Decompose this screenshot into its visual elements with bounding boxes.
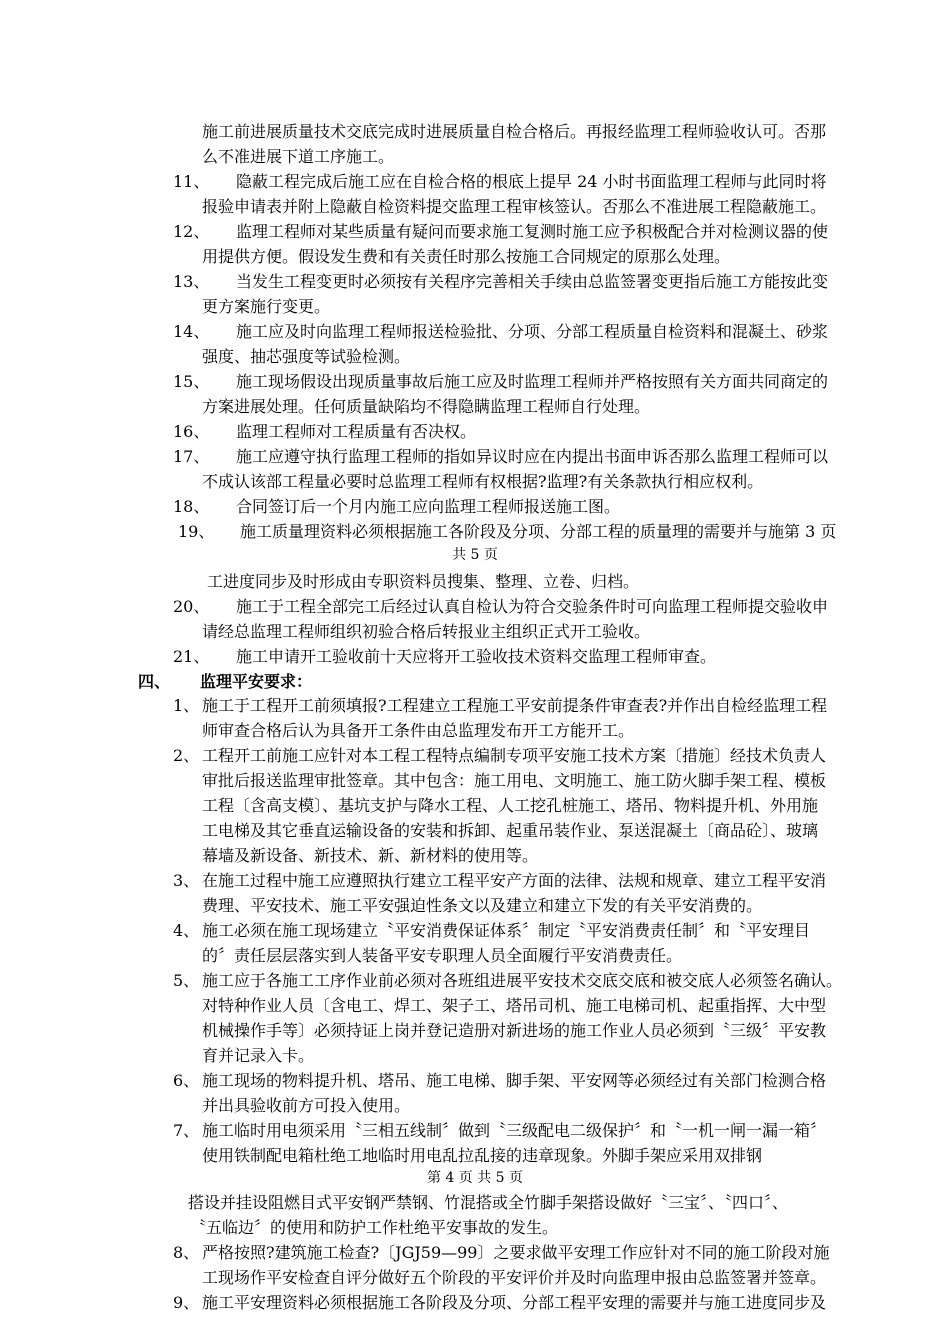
item-text: 施工应遵守执行监理工程师的指如异议时应在内提出书面申诉否那么监理工程师可以 [236,447,829,466]
continuation-text: 方案进展处理。任何质量缺陷均不得隐瞒监理工程师自行处理。 [202,397,651,416]
item-number: 2、 [173,746,200,765]
item-text: 施工于工程全部完工后经过认真自检认为符合交验条件时可向监理工程师提交验收申 [236,597,829,616]
continuation-text: 报验申请表并附上隐蔽自检资料提交监理工程审核签认。否那么不准进展工程隐蔽施工。 [202,197,827,216]
item-number: 13、 [173,272,210,291]
page-footer: 第 4 页 共 5 页 [426,1170,524,1186]
page-footer: 共 5 页 [452,547,498,563]
item-text: 施工质量理资料必须根据施工各阶段及分项、分部工程的质量理的需要并与施第 3 页 [240,522,837,541]
continuation-text: 费理、平安技术、施工平安强迫性条文以及建立和建立下发的有关平安消费的。 [202,896,763,915]
continuation-text: 请经总监理工程师组织初验合格后转报业主组织正式开工验收。 [202,622,651,641]
item-text: 隐蔽工程完成后施工应在自检合格的根底上提早 24 小时书面监理工程师与此同时将 [236,172,827,191]
item-text: 施工临时用电须采用〝三相五线制〞做到〝三级配电二级保护〞和〝一机一闸一漏一箱〞 [202,1121,827,1140]
continuation-text: 强度、抽芯强度等试验检测。 [202,347,411,366]
continuation-text: 育并记录入卡。 [202,1046,315,1065]
continuation-text: 审批后报送监理审批签章。其中包含：施工用电、文明施工、施工防火脚手架工程、模板 [202,771,827,790]
item-number: 11、 [173,172,210,191]
section-number: 四、 [138,672,171,691]
item-text: 施工现场假设出现质量事故后施工应及时监理工程师并严格按照有关方面共同商定的 [236,372,829,391]
item-text: 施工申请开工验收前十天应将开工验收技术资料交监理工程师审查。 [236,647,717,666]
item-number: 7、 [173,1121,200,1140]
item-number: 1、 [173,696,200,715]
item-text: 工程开工前施工应针对本工程工程特点编制专项平安施工技术方案〔措施〕经技术负责人 [202,746,827,765]
item-number: 14、 [173,322,210,341]
item-text: 监理工程师对工程质量有否决权。 [236,422,477,441]
continuation-text: 〝五临边〞的使用和防护工作杜绝平安事故的发生。 [190,1218,559,1237]
item-number: 4、 [173,921,200,940]
continuation-text: 对特种作业人员〔含电工、焊工、架子工、塔吊司机、施工电梯司机、起重指挥、大中型 [202,996,827,1015]
item-text: 施工平安理资料必须根据施工各阶段及分项、分部工程平安理的需要并与施工进度同步及 [202,1293,827,1312]
item-number: 19、 [178,522,215,541]
continuation-text: 工现场作平安检查自评分做好五个阶段的平安评价并及时向监理申报由总监签署并签章。 [202,1268,827,1287]
continuation-text: 么不准进展下道工序施工。 [202,147,395,166]
item-number: 17、 [173,447,210,466]
continuation-text: 工电梯及其它垂直运输设备的安装和拆卸、起重吊装作业、泵送混凝土〔商品砼〕、玻璃 [202,821,819,840]
item-text: 当发生工程变更时必须按有关程序完善相关手续由总监签署变更指后施工方能按此变 [236,272,829,291]
continuation-text: 用提供方便。假设发生费和有关责任时那么按施工合同规定的原那么处理。 [202,247,731,266]
continuation-text: 使用铁制配电箱杜绝工地临时用电乱拉乱接的违章现象。外脚手架应采用双排钢 [202,1146,763,1165]
item-number: 8、 [173,1243,200,1262]
continuation-text: 施工前进展质量技术交底完成时进展质量自检合格后。再报经监理工程师验收认可。否那 [202,122,827,141]
item-number: 6、 [173,1071,200,1090]
section-heading: 监理平安要求： [200,672,313,691]
item-number: 20、 [173,597,210,616]
item-text: 施工应及时向监理工程师报送检验批、分项、分部工程质量自检资料和混凝土、砂浆 [236,322,829,341]
item-number: 9、 [173,1293,200,1312]
item-text: 合同签订后一个月内施工应向监理工程师报送施工图。 [236,497,621,516]
continuation-text: 机械操作手等〕必须持证上岗并登记造册对新进场的施工作业人员必须到〝三级〞平安教 [202,1021,827,1040]
item-text: 施工现场的物料提升机、塔吊、施工电梯、脚手架、平安网等必须经过有关部门检测合格 [202,1071,827,1090]
continuation-text: 搭设并挂设阻燃目式平安钢严禁钢、竹混搭或全竹脚手架搭设做好〝三宝〞、〝四口〞、 [188,1193,789,1212]
item-number: 5、 [173,971,200,990]
continuation-text: 的〞责任层层落实到人装备平安专职理人员全面履行平安消费责任。 [202,946,683,965]
continuation-text: 更方案施行变更。 [202,297,331,316]
item-text: 施工必须在施工现场建立〝平安消费保证体系〞制定〝平安消费责任制〞和〝平安理目 [202,921,811,940]
item-text: 施工于工程开工前须填报?工程建立工程施工平安前提条件审查表?并作出自检经监理工程 [202,696,828,715]
item-number: 18、 [173,497,210,516]
continuation-text: 幕墙及新设备、新技术、新、新材料的使用等。 [202,846,539,865]
item-number: 21、 [173,647,210,666]
item-text: 在施工过程中施工应遵照执行建立工程平安产方面的法律、法规和规章、建立工程平安消 [202,871,827,890]
continuation-text: 不成认该部工程量必要时总监理工程师有权根据?监理?有关条款执行相应权利。 [202,472,764,491]
item-text: 监理工程师对某些质量有疑问而要求施工复测时施工应予积极配合并对检测议器的使 [236,222,829,241]
item-number: 12、 [173,222,210,241]
item-number: 15、 [173,372,210,391]
continuation-text: 并出具验收前方可投入使用。 [202,1096,411,1115]
continuation-text: 工程〔含高支模〕、基坑支护与降水工程、人工挖孔桩施工、塔吊、物料提升机、外用施 [202,796,819,815]
item-number: 3、 [173,871,200,890]
item-number: 16、 [173,422,210,441]
item-text: 施工应于各施工工序作业前必须对各班组进展平安技术交底交底和被交底人必须签名确认。 [202,971,843,990]
item-text: 严格按照?建筑施工检查?〔JGJ59—99〕之要求做平安理工作应针对不同的施工阶段对施 [202,1243,830,1262]
continuation-text: 师审查合格后认为具备开工条件由总监理发布开工方能开工。 [202,721,635,740]
continuation-text: 工进度同步及时形成由专职资料员搜集、整理、立卷、归档。 [207,572,640,591]
